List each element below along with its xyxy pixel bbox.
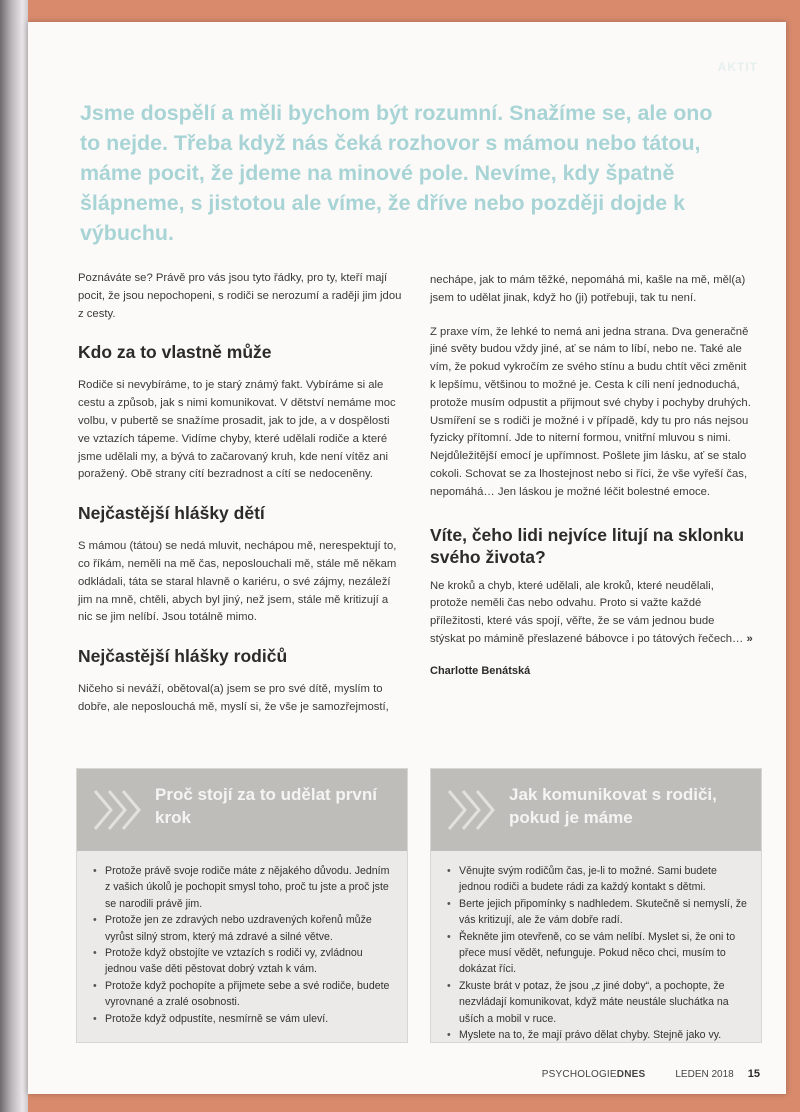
- double-chevron-icon: [91, 789, 147, 831]
- paragraph: S mámou (tátou) se nedá mluvit, nechápou mě, nerespektují to, co říkám, neměli na mě čas, neposlouchali mě, stále mě někam odkládali, táta se staral hlavně o kariéru, o své zájmy, nezáleží jim na mně, chtěli, abych byl jiný, než jsem, stále mě kritizují a nic se jim nelíbí. Jsou totálně mimo.: [78, 540, 397, 624]
- list-item: • Protože když pochopíte a přijmete sebe a své rodiče, budete vyrovnané a zralé osobnosti.: [91, 978, 397, 1011]
- bullet-list: [91, 863, 397, 1027]
- section-heading: Nejčastější hlášky rodičů: [78, 646, 288, 667]
- section-heading: Víte, čeho lidi nejvíce litují na sklonku svého života?: [430, 524, 745, 567]
- sidebar-box-communication: [430, 768, 762, 1043]
- paragraph: Z praxe vím, že lehké to nemá ani jedna strana. Dva generačně jiné světy budou vždy jiné, ať se nám to líbí, nebo ne. Také ale vím, že pokud vykročím ze svého stínu a budu chtít věci změnit k lepšímu, většinou to možné je. Cesta k cíli není jednoduchá, protože musím odpustit a přijmout své chyby i pochyby druhých.: [430, 325, 751, 409]
- box-title: Jak komunikovat s rodiči, pokud je máme: [509, 785, 717, 827]
- intro-lead: Jsme dospělí a měli bychom být rozumní. Snažíme se, ale ono to nejde. Třeba když nás čeká rozhovor s mámou nebo tátou, máme pocit, že jdeme na minové pole. Nevíme, kdy špatně šlápneme, s jistotou ale víme, že dříve nebo později dojde k výbuchu.: [80, 101, 713, 245]
- left-column: [78, 270, 403, 717]
- list-item: • Věnujte svým rodičům čas, je-li to možné. Sami budete jednou rodiči a budete rádi za každý kontakt s dětmi.: [445, 863, 751, 896]
- paragraph: Rodiče si nevybíráme, to je starý známý fakt. Vybíráme si ale cestu a způsob, jak s nimi komunikovat. V dětství nemáme moc volbu, v pubertě se snažíme prosadit, jak to jde, a v dospělosti ve vztazích tápeme. Vidíme chyby, které udělali rodiče a které jsme udělali my, a bývá to začarovaný kruh, kde není vítěz ani poražený. Obě strany cítí bezradnost a cítí se nedoceněny.: [78, 379, 396, 481]
- section-heading: Kdo za to vlastně může: [78, 342, 272, 363]
- paragraph: Usmíření se s rodiči je možné i v případě, kdy tu pro nás nejsou fyzicky přítomní. Jde to niterní formou, vnitřní mluvou s nimi. Nejdůležitější emocí je upřímnost. Pošlete jim lásku, ať se stalo cokoli. Schovat se za lhostejnost nebo si říci, že vše vyřeší čas, nepomáhá… Jen láskou je možné léčit bolestné emoce.: [430, 414, 749, 498]
- box-header: [77, 769, 407, 851]
- list-item: • Myslete na to, že mají právo dělat chyby. Stejně jako vy.: [445, 1027, 751, 1043]
- paragraph: Poznáváte se? Právě pro vás jsou tyto řádky, pro ty, kteří mají pocit, že jsou nepochopeni, s rodiči se nerozumí a raději jim jdou z cesty.: [78, 272, 402, 320]
- continue-arrow-icon: »: [746, 632, 751, 645]
- box-header: [431, 769, 761, 851]
- page-number: 15: [747, 1068, 760, 1080]
- paragraph: [430, 578, 752, 649]
- double-chevron-icon: [445, 789, 501, 831]
- paragraph-text: Ne kroků a chyb, které udělali, ale kroků, které neudělali, protože neměli čas nebo odvahu. Proto si važte každé příležitosti, které vás spojí, věřte, že se vám jednou bude stýskat po mámině přeslazené bábovce i po tátových řečech…: [430, 579, 744, 645]
- section-heading: Nejčastější hlášky dětí: [78, 503, 265, 524]
- paragraph: Ničeho si neváží, obětoval(a) jsem se pro své dítě, myslím to dobře, ale neposlouchá mě, myslí si, že vše je samozřejmostí,: [78, 683, 389, 713]
- list-item: • Protože právě svoje rodiče máte z nějakého důvodu. Jedním z vašich úkolů je pochopit smysl toho, proč tu jste a proč jste se narodili právě jim.: [91, 863, 397, 912]
- page-binding: [0, 0, 28, 1112]
- list-item: • Berte jejich připomínky s nadhledem. Skutečně si nemyslí, že vás kritizují, ale že vám dobře radí.: [445, 896, 751, 929]
- list-item: • Protože jen ze zdravých nebo uzdravených kořenů může vyrůst silný strom, který má zdravé a silné větve.: [91, 912, 397, 945]
- list-item: • Řekněte jim otevřeně, co se vám nelíbí. Myslet si, že oni to přece musí vědět, nefunguje. Pokud něco chci, musím to dokázat říci.: [445, 929, 751, 978]
- magazine-brand: [542, 1069, 646, 1080]
- brand-name: PSYCHOLOGIE: [541, 1069, 617, 1080]
- brand-name-bold: DNES: [616, 1069, 646, 1080]
- paragraph: nechápe, jak to mám těžké, nepomáhá mi, kašle na mě, měl(a) jsem to udělat jinak, když ho (ji) potřebuji, tak tu není.: [430, 274, 746, 304]
- right-column: [430, 272, 752, 681]
- magazine-page: [28, 22, 786, 1094]
- list-item: • Protože když odpustíte, nesmírně se vám uleví.: [91, 1011, 397, 1027]
- page-footer: [542, 1068, 760, 1080]
- page-tag: AKTIT: [717, 60, 758, 74]
- box-title: Proč stojí za to udělat první krok: [155, 785, 377, 827]
- list-item: • Zkuste brát v potaz, že jsou „z jiné doby“, a pochopte, že nezvládají komunikovat, když máte neustále sluchátka na uších a mobil v ruce.: [445, 978, 751, 1027]
- issue-date: LEDEN 2018: [675, 1069, 734, 1080]
- author-byline: Charlotte Benátská: [430, 664, 531, 677]
- bullet-list: [445, 863, 751, 1043]
- list-item: • Protože když obstojíte ve vztazích s rodiči vy, zvládnou jednou vaše děti pěstovat dobrý vztah k vám.: [91, 945, 397, 978]
- sidebar-box-first-step: [76, 768, 408, 1043]
